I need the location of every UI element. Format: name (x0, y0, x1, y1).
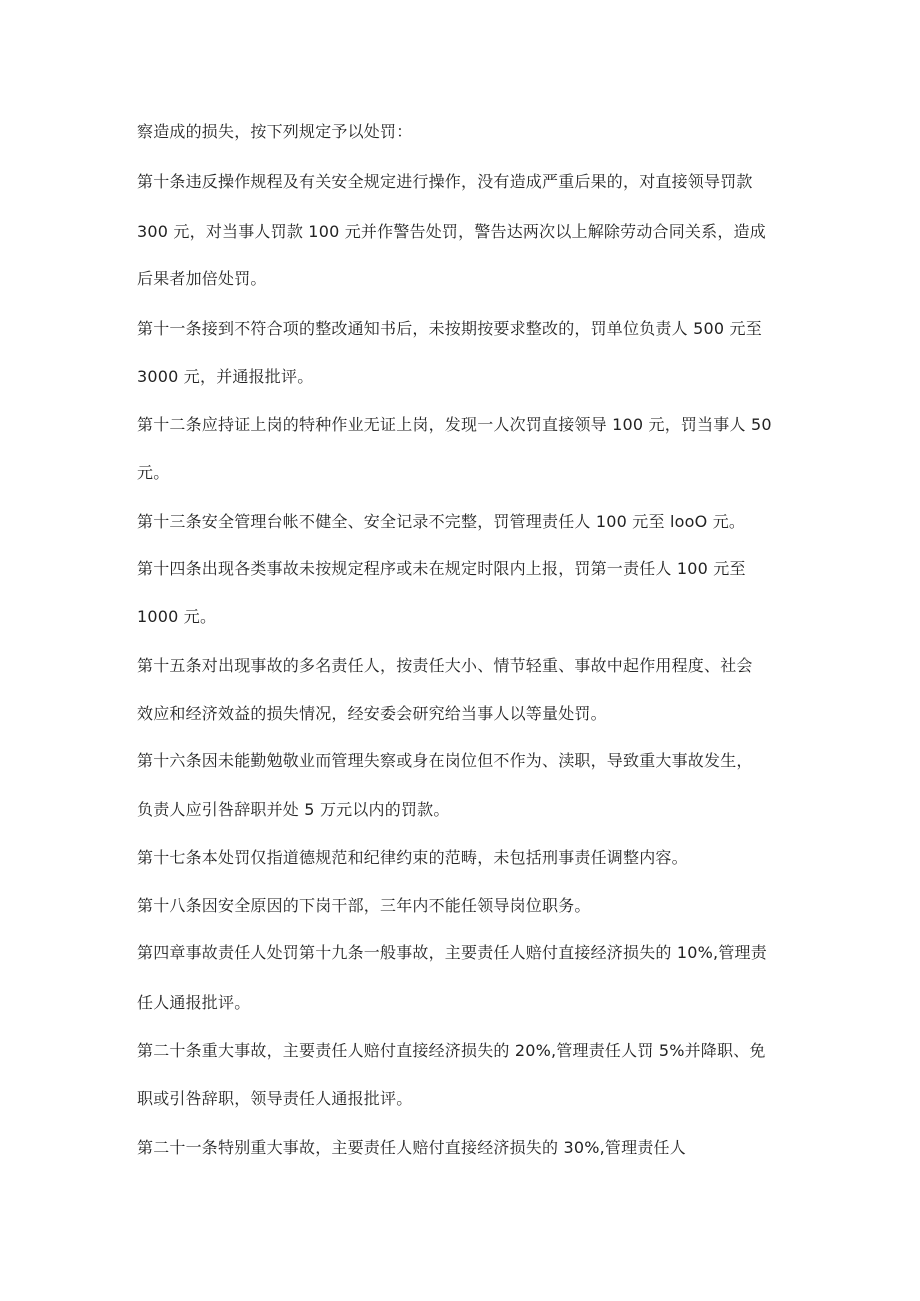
text-line: 第二十条重大事故，主要责任人赔付直接经济损失的 20%,管理责任人罚 5%并降职、免 (137, 1041, 766, 1060)
text-line: 1000 元。 (137, 607, 217, 626)
text-line: 第十八条因安全原因的下岗干部，三年内不能任领导岗位职务。 (137, 896, 591, 915)
text-line: 第十二条应持证上岗的特种作业无证上岗，发现一人次罚直接领导 100 元，罚当事人 50 (137, 415, 772, 434)
text-line: 第十三条安全管理台帐不健全、安全记录不完整，罚管理责任人 100 元至 looO 元。 (137, 512, 746, 531)
text-line: 任人通报批评。 (137, 993, 251, 1012)
text-line: 职或引咎辞职，领导责任人通报批评。 (137, 1089, 413, 1108)
text-line: 负责人应引咎辞职并处 5 万元以内的罚款。 (137, 800, 450, 819)
text-line: 3000 元，并通报批评。 (137, 367, 314, 386)
text-line: 后果者加倍处罚。 (137, 269, 267, 288)
text-line: 第十五条对出现事故的多名责任人，按责任大小、情节轻重、事故中起作用程度、社会 (137, 656, 753, 675)
text-line: 第十一条接到不符合项的整改通知书后，未按期按要求整改的，罚单位负责人 500 元至 (137, 319, 762, 338)
text-line: 第十四条出现各类事故未按规定程序或未在规定时限内上报，罚第一责任人 100 元至 (137, 559, 746, 578)
text-line: 察造成的损失，按下列规定予以处罚： (137, 122, 413, 141)
text-line: 第十六条因未能勤勉敬业而管理失察或身在岗位但不作为、渎职，导致重大事故发生， (137, 751, 753, 770)
text-line: 第四章事故责任人处罚第十九条一般事故，主要责任人赔付直接经济损失的 10%,管理责 (137, 943, 767, 962)
text-line: 第二十一条特别重大事故，主要责任人赔付直接经济损失的 30%,管理责任人 (137, 1138, 686, 1157)
text-line: 效应和经济效益的损失情况，经安委会研究给当事人以等量处罚。 (137, 704, 607, 723)
text-line: 第十七条本处罚仅指道德规范和纪律约束的范畴，未包括刑事责任调整内容。 (137, 848, 688, 867)
text-line: 第十条违反操作规程及有关安全规定进行操作，没有造成严重后果的，对直接领导罚款 (137, 172, 753, 191)
text-line: 元。 (137, 463, 170, 482)
text-line: 300 元，对当事人罚款 100 元并作警告处罚，警告达两次以上解除劳动合同关系，造成 (137, 222, 766, 241)
